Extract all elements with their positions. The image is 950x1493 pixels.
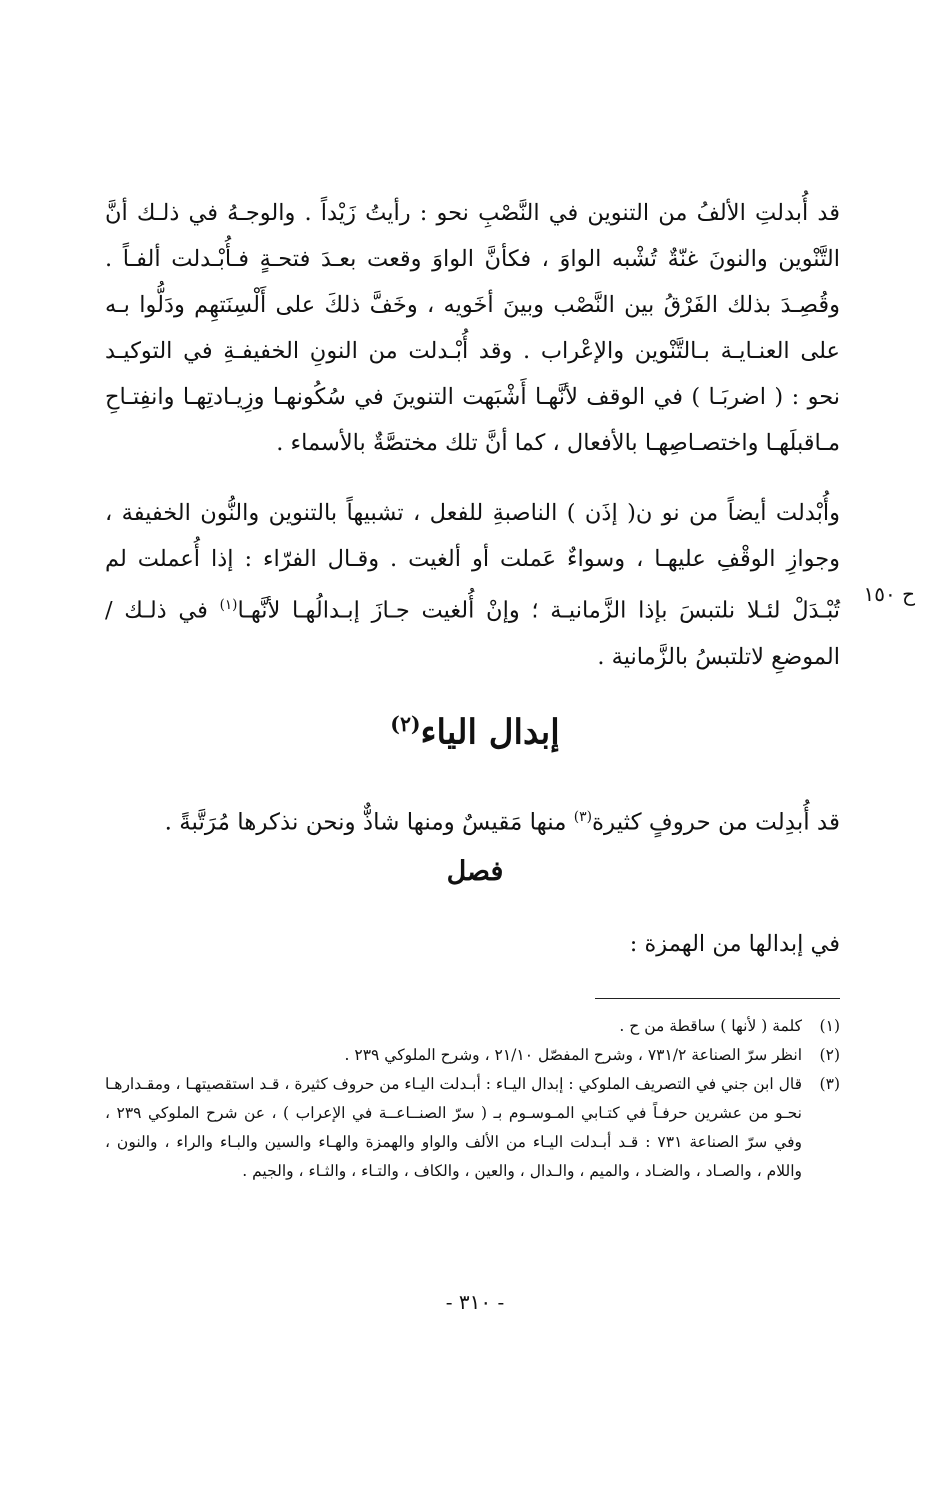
footnotes xyxy=(105,1012,840,1186)
paragraph-2-text-after: في ذلـك / الموضعِ لاتلتبسُ بالزَّمانية . xyxy=(105,597,840,670)
footnote-number: (١) xyxy=(819,1017,840,1035)
footnote-number: (٣) xyxy=(819,1075,840,1093)
footnote-item xyxy=(105,1012,840,1041)
body-paragraph-1: قد أُبدلتِ الألفُ من التنوين في النَّصْبِ نحو : رأيتُ زَيْداً . والوجـهُ في ذلـك أنَّ التَّنْوين والنونَ غنّةٌ تُشْبه الواوَ ، فكأنَّ الواوَ وقعت بعـدَ فتحـةٍ فـأُبْـدلت ألفـاً . وقُصِـدَ بذلك الفَرْقُ بين النَّصْب وبينَ أخَويه ، وخَفَّ ذلكَ على أَلْسِنَتهِم ودَلُّوا بـه على العنـايـة بـالتَّنْوين والإعْراب . وقد أُبْـدلت من النونِ الخفيفـةِ في التوكيـد نحو : ( اضربَـا ) في الوقف لأنَّهـا أَشْبَهت التنوينَ في سُكُونهـا وزِيـادتِهـا وانفِتـاحِ مـاقبلَهـا واختصـاصِهـا بالأفعال ، كما أنَّ تلك مختصَّةٌ بالأسماء . xyxy=(105,200,840,456)
manuscript-margin-reference: ح ١٥٠ xyxy=(863,582,915,606)
footnote-text: انظر سرّ الصناعة ٧٣١/٢ ، وشرح المفصّل ٢١/١٠ ، وشرح الملوكي ٢٣٩ . xyxy=(344,1046,802,1064)
paragraph-2-text-before: وأُبْدلت أيضاً من نو ن( إذَن ) الناصبةِ للفعل ، تشبيهاً بالتنوين والنُّون الخفيفة ، وجوازِ الوقْفِ عليهـا ، وسواءٌ عَملت أو ألغيت . وقـال الفرّاء : إذا أُعملت لم تُبْـدَلْ لئـلا نلتبسَ بإذا الزَّمانيـة ؛ وإنْ أُلغيت جـازَ إبـدالُهـا لأنَّهـا xyxy=(105,500,840,624)
chapter-heading xyxy=(0,712,950,752)
footnote-item xyxy=(105,1041,840,1070)
body-paragraph-2 xyxy=(105,490,840,680)
section-intro-line: في إبدالها من الهمزة : xyxy=(629,931,840,957)
footnote-text: قال ابن جني في التصريف الملوكي : إبدال اليـاء : أبـدلت اليـاء من حروف كثيرة ، قـد استقصيتهـا ، ومقـدارهـا نحـو من عشرين حرفـاً في كتـابي المـوسـوم بـ ( سرّ الصنــاعــة في الإعراب ) ، عن شرح الملوكي ٢٣٩ ، وفي سرّ الصناعة ٧٣١ : قـد أبـدلت اليـاء من الألف والواو والهمزة والهـاء والسين والبـاء والراء ، والنون ، واللام ، والصـاد ، والضـاد ، والميم ، والـدال ، والعين ، والكاف ، والتـاء ، والثـاء ، والجيم . xyxy=(105,1075,802,1180)
chapter-intro-text-before: قد أُبدِلت من حروفٍ كثيرة xyxy=(591,809,840,836)
chapter-heading-title: إبدال الياء xyxy=(420,712,560,753)
page-number: - ٣١٠ - xyxy=(445,1290,505,1314)
footnote-ref-1: (١) xyxy=(219,597,238,613)
footnote-ref-2: (٢) xyxy=(390,712,421,736)
footnote-ref-3: (٣) xyxy=(573,809,592,825)
chapter-intro-line xyxy=(105,795,840,845)
footnote-text: كلمة ( لأنها ) ساقطة من ح . xyxy=(619,1017,802,1035)
section-heading: فصل xyxy=(446,856,504,887)
footnote-separator xyxy=(595,998,840,999)
chapter-intro-text-after: منها مَقيسٌ ومنها شاذٌّ ونحن نذكرها مُرَتَّبةً . xyxy=(164,809,567,836)
footnote-item xyxy=(105,1070,840,1186)
footnote-number: (٢) xyxy=(819,1046,840,1064)
